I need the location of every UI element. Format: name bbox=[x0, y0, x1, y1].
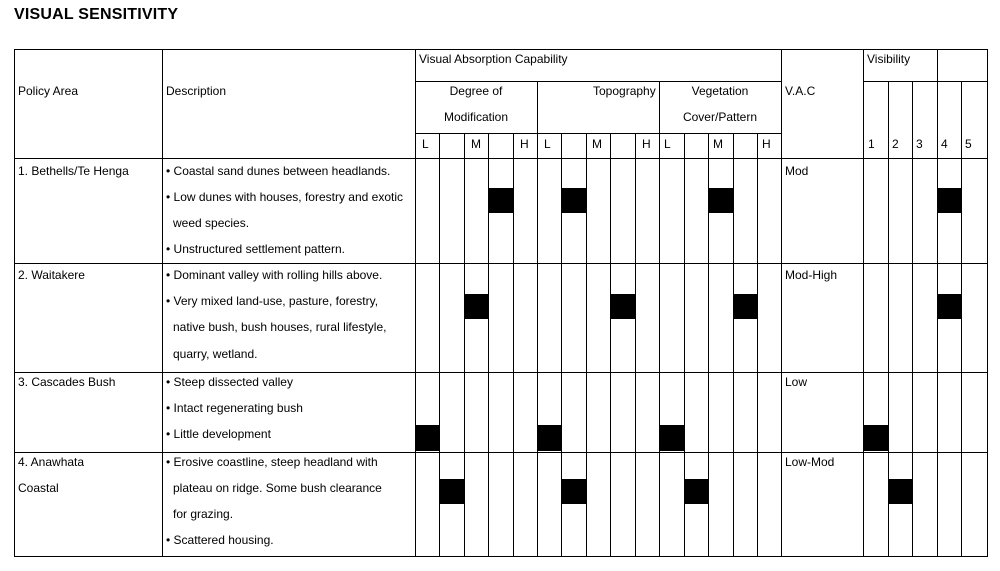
description-line: • Little development bbox=[166, 427, 271, 441]
policy-area-name: 4. Anawhata bbox=[18, 455, 85, 469]
rating-marker bbox=[416, 425, 439, 451]
visibility-marker bbox=[938, 294, 961, 319]
visibility-level-2: 2 bbox=[892, 137, 899, 151]
scale-label-m: M bbox=[471, 137, 481, 151]
scale-label-m: M bbox=[713, 137, 723, 151]
scale-label-m: M bbox=[592, 137, 602, 151]
description-line: native bush, bush houses, rural lifestyle, bbox=[173, 320, 387, 334]
page-title: VISUAL SENSITIVITY bbox=[14, 6, 179, 23]
description-line: • Intact regenerating bush bbox=[166, 401, 303, 415]
rating-marker bbox=[685, 479, 708, 504]
vac-header: V.A.C bbox=[785, 84, 816, 98]
visibility-marker bbox=[938, 188, 961, 213]
policy-area-header: Policy Area bbox=[18, 84, 79, 98]
description-line: for grazing. bbox=[173, 507, 234, 521]
rating-marker bbox=[465, 294, 488, 319]
description-line: • Unstructured settlement pattern. bbox=[166, 242, 345, 256]
rating-marker bbox=[660, 425, 684, 451]
scale-label-h: H bbox=[762, 137, 771, 151]
description-header: Description bbox=[166, 84, 227, 98]
vac-group-header: Visual Absorption Capability bbox=[419, 52, 568, 66]
description-line: • Steep dissected valley bbox=[166, 375, 293, 389]
vac-rating: Mod-High bbox=[785, 268, 838, 282]
policy-area-name: 3. Cascades Bush bbox=[18, 375, 116, 389]
rating-marker bbox=[489, 188, 513, 213]
visibility-level-4: 4 bbox=[941, 137, 948, 151]
visibility-level-3: 3 bbox=[916, 137, 923, 151]
topography-header: Topography bbox=[593, 84, 656, 98]
visibility-header: Visibility bbox=[867, 52, 911, 66]
description-line: • Coastal sand dunes between headlands. bbox=[166, 164, 391, 178]
degree-header-line2: Modification bbox=[443, 110, 509, 124]
vac-rating: Low bbox=[785, 375, 808, 389]
scale-label-l: L bbox=[422, 137, 429, 151]
rating-marker bbox=[562, 479, 586, 504]
description-line: • Dominant valley with rolling hills above. bbox=[166, 268, 383, 282]
policy-area-name: Coastal bbox=[18, 481, 59, 495]
degree-header-line1: Degree of bbox=[449, 84, 503, 98]
vac-rating: Low-Mod bbox=[785, 455, 835, 469]
scale-label-h: H bbox=[642, 137, 651, 151]
rating-marker bbox=[611, 294, 635, 319]
rating-marker bbox=[562, 188, 586, 213]
vegetation-header-line1: Vegetation bbox=[691, 84, 749, 98]
vegetation-header-line2: Cover/Pattern bbox=[682, 110, 758, 124]
scale-label-h: H bbox=[520, 137, 529, 151]
visibility-level-5: 5 bbox=[965, 137, 972, 151]
policy-area-name: 1. Bethells/Te Henga bbox=[18, 164, 129, 178]
rating-marker bbox=[734, 294, 757, 319]
visibility-marker bbox=[889, 479, 912, 504]
description-line: • Very mixed land-use, pasture, forestry, bbox=[166, 294, 379, 308]
rating-marker bbox=[538, 425, 561, 451]
visibility-level-1: 1 bbox=[868, 137, 875, 151]
scale-label-l: L bbox=[544, 137, 551, 151]
description-line: • Low dunes with houses, forestry and exotic bbox=[166, 190, 403, 204]
rating-marker bbox=[709, 188, 733, 213]
description-line: • Erosive coastline, steep headland with bbox=[166, 455, 378, 469]
visibility-marker bbox=[864, 425, 888, 451]
description-line: quarry, wetland. bbox=[173, 347, 258, 361]
description-line: • Scattered housing. bbox=[166, 533, 274, 547]
description-line: plateau on ridge. Some bush clearance bbox=[173, 481, 382, 495]
description-line: weed species. bbox=[173, 216, 250, 230]
policy-area-name: 2. Waitakere bbox=[18, 268, 85, 282]
vac-rating: Mod bbox=[785, 164, 809, 178]
rating-marker bbox=[440, 479, 464, 504]
scale-label-l: L bbox=[664, 137, 671, 151]
